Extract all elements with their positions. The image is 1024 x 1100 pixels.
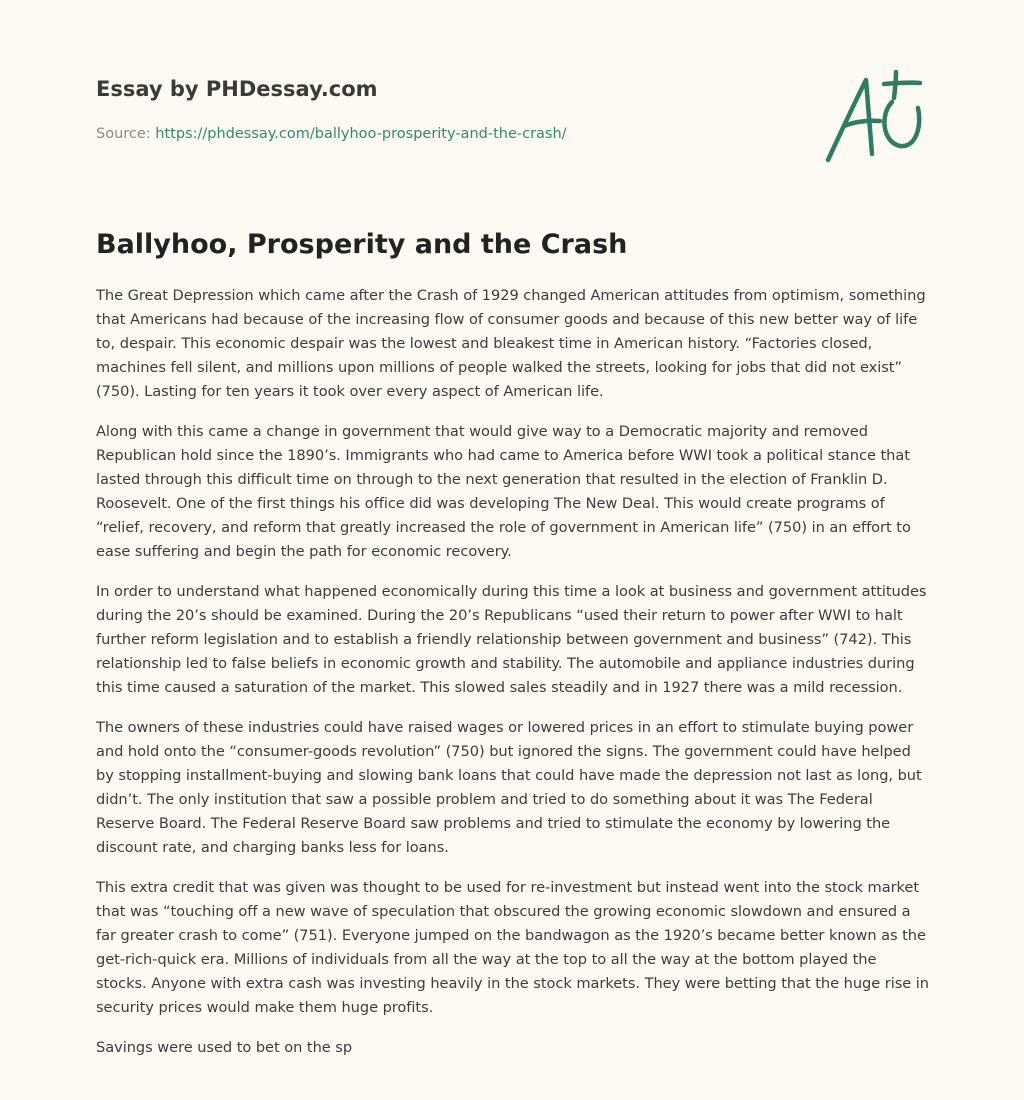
essay-body <box>96 284 930 1076</box>
essay-paragraph-truncated: Savings were used to bet on the sp <box>96 1039 353 1056</box>
source-link[interactable]: https://phdessay.com/ballyhoo-prosperity-and-the-crash/ <box>155 126 567 142</box>
site-title: Essay by PHDessay.com <box>96 77 378 101</box>
essay-paragraph: The Great Depression which came after the Crash of 1929 changed American attitudes from optimism, something that Americans had because of the increasing flow of consumer goods and because of this new better way of life to, despair. This economic despair was the lowest and bleakest time in American history. “Factories closed, machines fell silent, and millions upon millions of people walked the streets, looking for jobs that did not exist” (750). Lasting for ten years it took over every aspect of American life. <box>96 287 926 400</box>
essay-paragraph: The owners of these industries could have raised wages or lowered prices in an effort to stimulate buying power and hold onto the “consumer-goods revolution” (750) but ignored the signs. The government could have helped by stopping installment-buying and slowing bank loans that could have made the depression not last as long, but didn’t. The only institution that saw a possible problem and tried to do something about it was The Federal Reserve Board. The Federal Reserve Board saw problems and tried to stimulate the economy by lowering the discount rate, and charging banks less for loans. <box>96 719 922 856</box>
essay-paragraph: Along with this came a change in government that would give way to a Democratic majority and removed Republican hold since the 1890’s. Immigrants who had came to America before WWI took a political stance that lasted through this difficult time on through to the next generation that resulted in the election of Franklin D. Roosevelt. One of the first things his office did was developing The New Deal. This would create programs of “relief, recovery, and reform that greatly increased the role of government in American life” (750) in an effort to ease suffering and begin the path for economic recovery. <box>96 423 911 560</box>
a-plus-logo-icon <box>822 66 928 166</box>
essay-paragraph: In order to understand what happened economically during this time a look at business and government attitudes during the 20’s should be examined. During the 20’s Republicans “used their return to power after WWI to halt further reform legislation and to establish a friendly relationship between government and business” (742). This relationship led to false beliefs in economic growth and stability. The automobile and appliance industries during this time caused a saturation of the market. This slowed sales steadily and in 1927 there was a mild recession. <box>96 583 927 696</box>
page-header <box>96 74 796 144</box>
source-line <box>96 124 796 144</box>
essay-title: Ballyhoo, Prosperity and the Crash <box>96 229 628 260</box>
source-label: Source: <box>96 126 151 142</box>
essay-paragraph: This extra credit that was given was thought to be used for re-investment but instead went into the stock market that was “touching off a new wave of speculation that obscured the growing economic slowdown and ensured a far greater crash to come” (751). Everyone jumped on the bandwagon as the 1920’s became better known as the get-rich-quick era. Millions of individuals from all the way at the top to all the way at the bottom played the stocks. Anyone with extra cash was investing heavily in the stock markets. They were betting that the huge rise in security prices would make them huge profits. <box>96 879 929 1016</box>
